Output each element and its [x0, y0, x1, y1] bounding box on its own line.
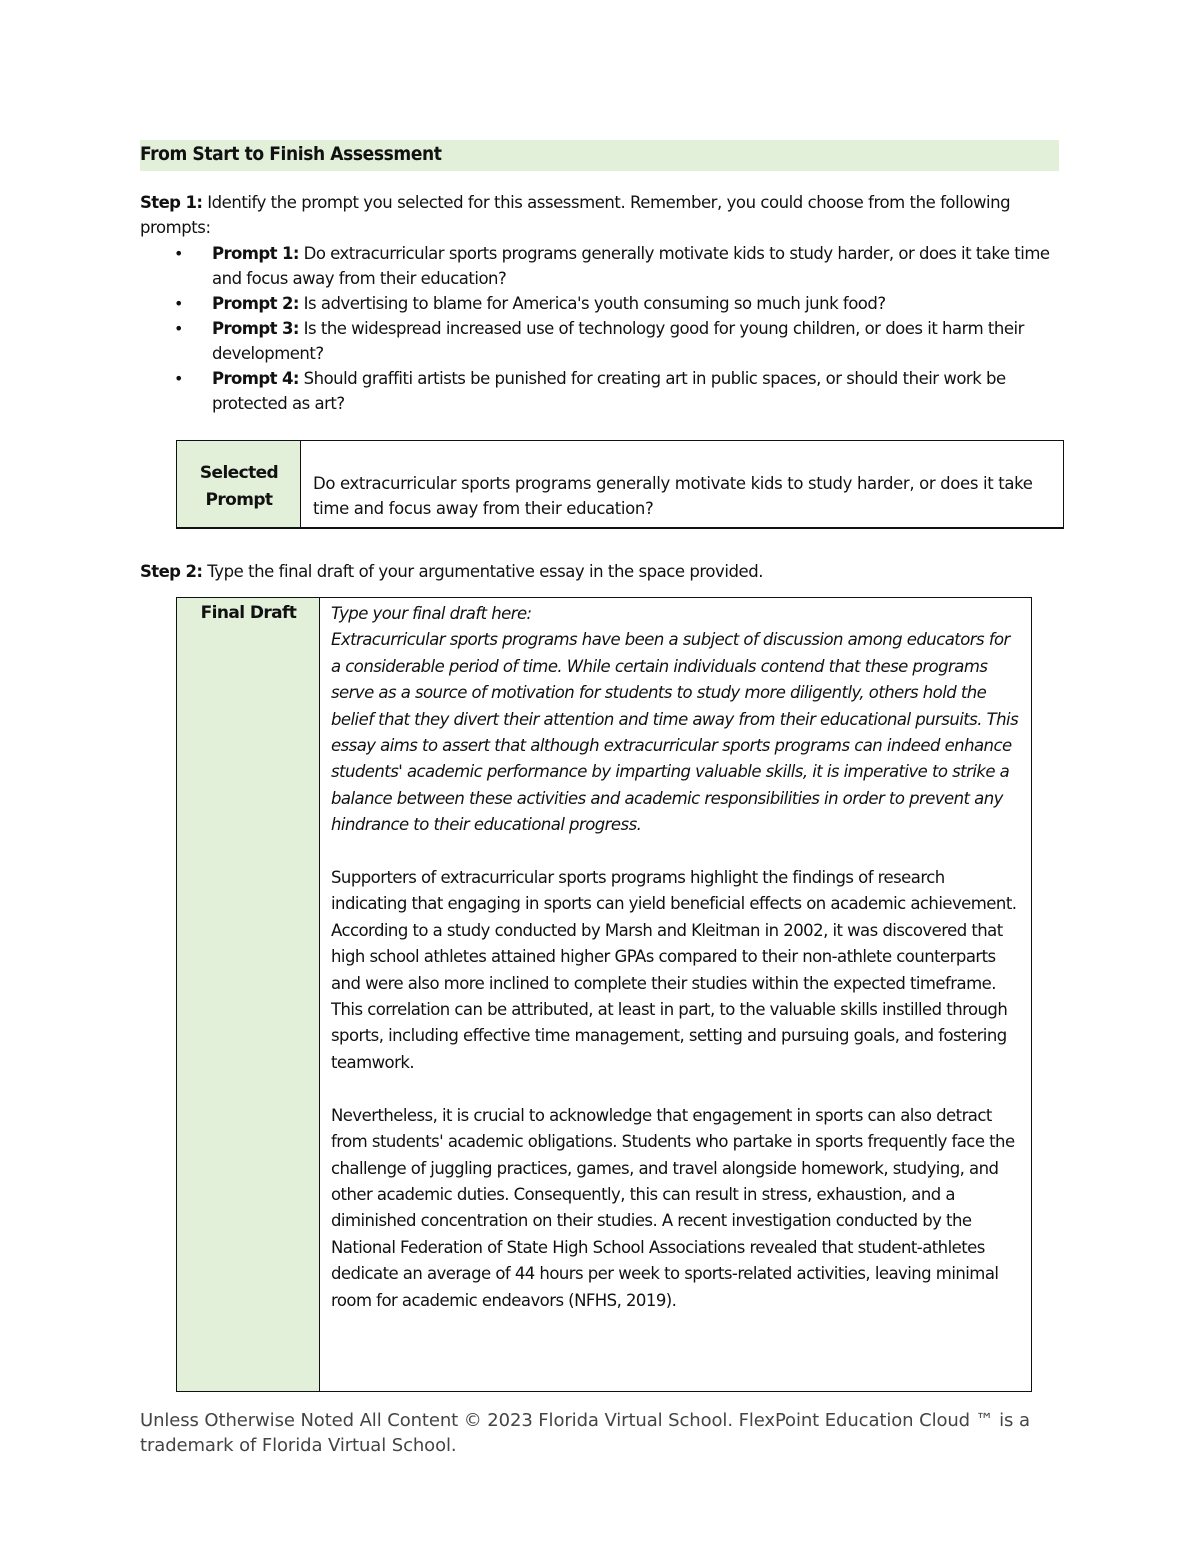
title-bar — [140, 140, 1059, 171]
prompt-label: Prompt 4: — [212, 369, 299, 388]
selected-prompt-label-line-1: Selected — [199, 463, 279, 483]
step-2-label: Step 2: — [140, 562, 203, 581]
prompt-text: Do extracurricular sports programs generally motivate kids to study harder, or does it take time and focus away from their education? — [212, 244, 1050, 288]
draft-instruction: Type your final draft here: — [331, 604, 532, 623]
step-2-text: Type the final draft of your argumentative essay in the space provided. — [202, 562, 764, 581]
list-item-prompt-4 — [140, 366, 1070, 416]
step-1-label: Step 1: — [140, 193, 203, 212]
draft-paragraph-2: Supporters of extracurricular sports programs highlight the findings of research indicating that engaging in sports can yield beneficial effects on academic achievement. According to a study conducted by Marsh and Kleitman in 2002, it was discovered that high school athletes attained higher GPAs compared to their non-athlete counterparts and were also more inclined to complete their studies within the expected timeframe. This correlation can be attributed, at least in part, to the valuable skills instilled through sports, including effective time management, setting and pursuing goals, and fostering teamwork. — [331, 868, 1017, 1072]
prompt-list — [140, 241, 1070, 416]
step-1-text: Identify the prompt you selected for this assessment. Remember, you could choose from the following prompts: — [140, 193, 1011, 237]
final-draft-label-cell — [177, 598, 320, 1391]
selected-prompt-label-cell — [177, 441, 301, 527]
prompt-text: Should graffiti artists be punished for creating art in public spaces, or should their work be protected as art? — [212, 369, 1006, 413]
copyright-footer: Unless Otherwise Noted All Content © 2023 Florida Virtual School. FlexPoint Education Cloud ™ is a trademark of Florida Virtual School. — [140, 1410, 1030, 1456]
prompt-label: Prompt 3: — [212, 319, 299, 338]
prompt-label: Prompt 1: — [212, 244, 299, 263]
selected-prompt-value[interactable]: Do extracurricular sports programs generally motivate kids to study harder, or does it take time and focus away from their education? — [313, 474, 1033, 518]
prompt-text: Is the widespread increased use of technology good for young children, or does it harm their development? — [212, 319, 1024, 363]
draft-intro-block — [331, 601, 1023, 839]
list-item-prompt-2 — [140, 291, 1070, 316]
final-draft-text-area[interactable] — [331, 601, 1023, 1314]
page-title: From Start to Finish Assessment — [140, 143, 442, 165]
step-2-instruction — [140, 559, 1040, 584]
step-1-instruction — [140, 190, 1040, 240]
selected-prompt-label — [177, 460, 301, 514]
bullet-icon: • — [174, 369, 183, 388]
bullet-icon: • — [174, 294, 183, 313]
final-draft-label: Final Draft — [200, 603, 297, 623]
list-item-prompt-1 — [140, 241, 1070, 291]
draft-intro-paragraph: Extracurricular sports programs have been a subject of discussion among educators for a considerable period of time. While certain individuals contend that these programs serve as a source of motivation for students to study more diligently, others hold the belief that they divert their attention and time away from their educational pursuits. This essay aims to assert that although extracurricular sports programs can indeed enhance students' academic performance by imparting valuable skills, it is imperative to strike a balance between these activities and academic responsibilities in order to prevent any hindrance to their educational progress. — [331, 630, 1019, 835]
selected-prompt-label-line-2: Prompt — [205, 490, 273, 510]
bullet-icon: • — [174, 319, 183, 338]
list-item-prompt-3 — [140, 316, 1070, 366]
prompt-text: Is advertising to blame for America's youth consuming so much junk food? — [298, 294, 886, 313]
final-draft-table — [176, 597, 1032, 1392]
prompt-label: Prompt 2: — [212, 294, 299, 313]
bullet-icon: • — [174, 244, 183, 263]
selected-prompt-table — [176, 440, 1064, 529]
draft-paragraph-3: Nevertheless, it is crucial to acknowledge that engagement in sports can also detract from students' academic obligations. Students who partake in sports frequently face the challenge of juggling practices, games, and travel alongside homework, studying, and other academic duties. Consequently, this can result in stress, exhaustion, and a diminished concentration on their studies. A recent investigation conducted by the National Federation of State High School Associations revealed that student-athletes dedicate an average of 44 hours per week to sports-related activities, leaving minimal room for academic endeavors (NFHS, 2019). — [331, 1105, 1015, 1310]
